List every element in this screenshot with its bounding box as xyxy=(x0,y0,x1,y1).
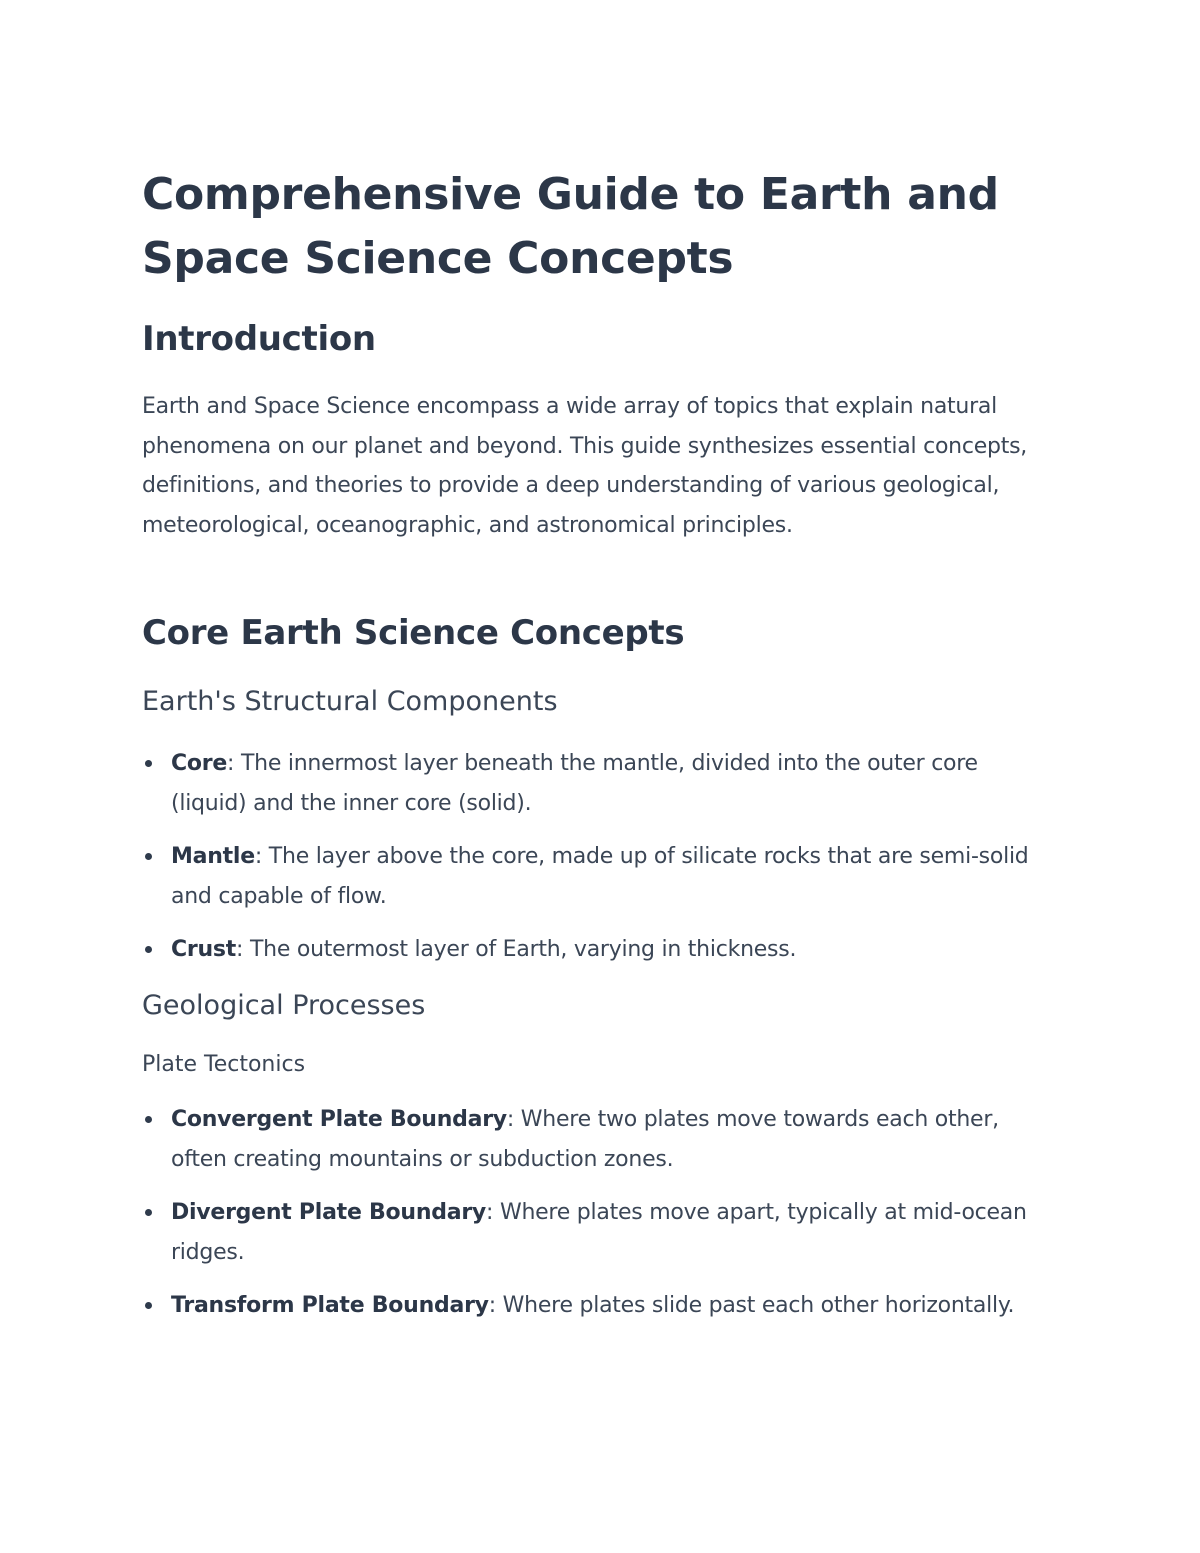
term-separator: : xyxy=(486,1200,494,1225)
term-description: The outermost layer of Earth, varying in thickness. xyxy=(243,937,797,962)
geological-processes-heading: Geological Processes xyxy=(142,990,426,1021)
bullet-icon xyxy=(145,760,152,767)
bullet-icon xyxy=(145,1302,152,1309)
term-description: Where two plates move towards each other, often creating mountains or subduction zones. xyxy=(171,1107,999,1172)
term-label: Transform Plate Boundary xyxy=(171,1293,489,1318)
term-description: Where plates slide past each other horizontally. xyxy=(495,1293,1015,1318)
bullet-icon xyxy=(145,946,152,953)
list-item xyxy=(142,837,1042,916)
introduction-heading: Introduction xyxy=(142,319,376,359)
bullet-icon xyxy=(145,1209,152,1216)
term-separator: : xyxy=(488,1293,496,1318)
list-item xyxy=(142,1286,1042,1326)
term-label: Crust xyxy=(171,937,237,962)
bullet-icon xyxy=(145,853,152,860)
term-description: Where plates move apart, typically at mid-ocean ridges. xyxy=(171,1200,1027,1265)
list-item xyxy=(142,744,1042,823)
bullet-icon xyxy=(145,1116,152,1123)
term-separator: : xyxy=(227,751,235,776)
list-item xyxy=(142,1193,1042,1272)
plate-boundaries-list xyxy=(142,1100,1042,1340)
document-title: Comprehensive Guide to Earth and Space Science Concepts xyxy=(142,169,999,284)
term-separator: : xyxy=(254,844,263,869)
term-description: The layer above the core, made up of silicate rocks that are semi-solid and capable of flow. xyxy=(171,844,1029,909)
list-item xyxy=(142,1100,1042,1179)
structural-components-heading: Earth's Structural Components xyxy=(142,686,558,717)
term-separator: : xyxy=(236,937,244,962)
list-item xyxy=(142,930,1042,970)
introduction-paragraph: Earth and Space Science encompass a wide array of topics that explain natural phenomena on our planet and beyond. This guide synthesizes essential concepts, definitions, and theories to provide a deep understanding of various geological, meteorological, oceanographic, and astronomical principles. xyxy=(142,394,1028,538)
plate-tectonics-heading: Plate Tectonics xyxy=(142,1052,306,1077)
core-concepts-heading: Core Earth Science Concepts xyxy=(142,613,685,653)
term-description: The innermost layer beneath the mantle, divided into the outer core (liquid) and the inner core (solid). xyxy=(171,751,978,816)
term-label: Mantle xyxy=(171,844,255,869)
term-label: Convergent Plate Boundary xyxy=(171,1107,507,1132)
structural-components-list xyxy=(142,744,1042,984)
term-label: Divergent Plate Boundary xyxy=(171,1200,487,1225)
term-label: Core xyxy=(171,751,228,776)
term-separator: : xyxy=(506,1107,515,1132)
